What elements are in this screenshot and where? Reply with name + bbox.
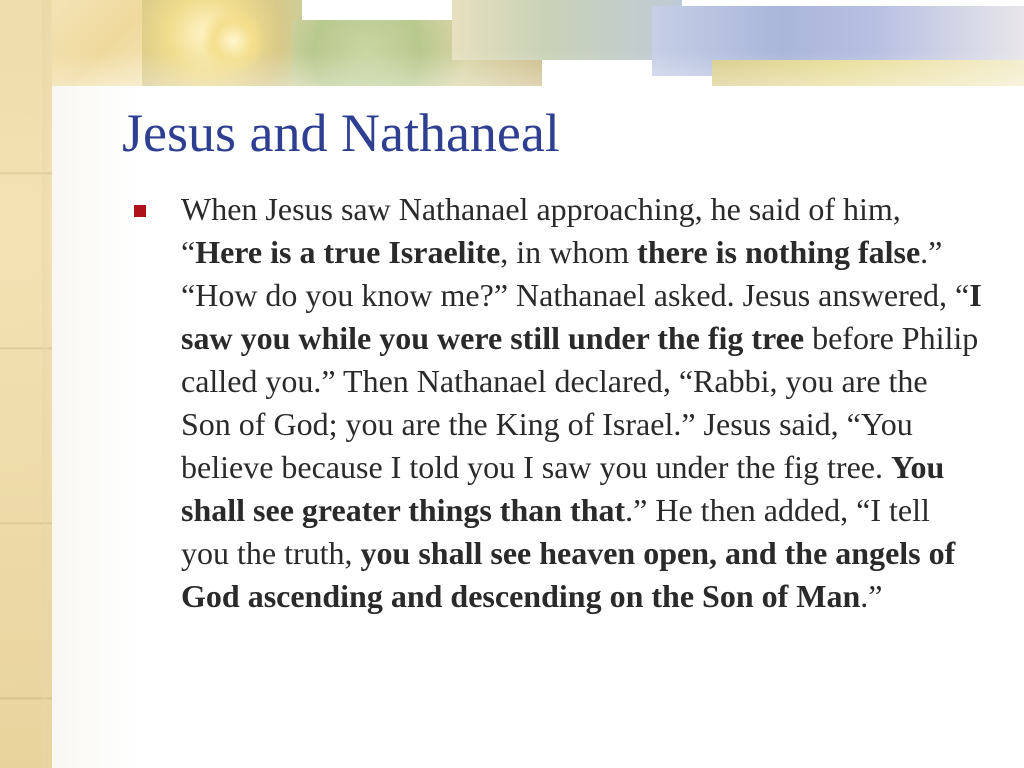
slide-title: Jesus and Nathaneal [122, 103, 560, 163]
emphasis-text: I saw you while you were still under the fig tree [181, 277, 982, 356]
parchment-border [0, 0, 52, 768]
emphasis-text: you shall see heaven open, and the angels of God ascending and descending on the Son of Man [181, 535, 956, 614]
paragraph-text: When Jesus saw Nathanael approaching, he said of him, “ [181, 191, 901, 270]
paragraph-text: .” [860, 578, 883, 614]
decorative-collage-banner [52, 0, 1024, 86]
paragraph-text: before Philip called you.” Then Nathanael declared, “Rabbi, you are the Son of God; you are the King of Israel.” Jesus said, “You believe because I told you I saw you under the fig tree. [181, 320, 979, 485]
emphasis-text: You shall see greater things than that [181, 449, 945, 528]
paragraph-text: , in whom [500, 234, 638, 270]
emphasis-text: Here is a true Israelite [195, 234, 501, 270]
bullet-paragraph [181, 188, 983, 618]
emphasis-text: there is nothing false [637, 234, 921, 270]
paragraph-text: .” “How do you know me?” Nathanael asked. Jesus answered, “ [181, 234, 970, 313]
paragraph-text: .” He then added, “I tell you the truth, [181, 492, 930, 571]
square-bullet-icon [134, 205, 146, 217]
